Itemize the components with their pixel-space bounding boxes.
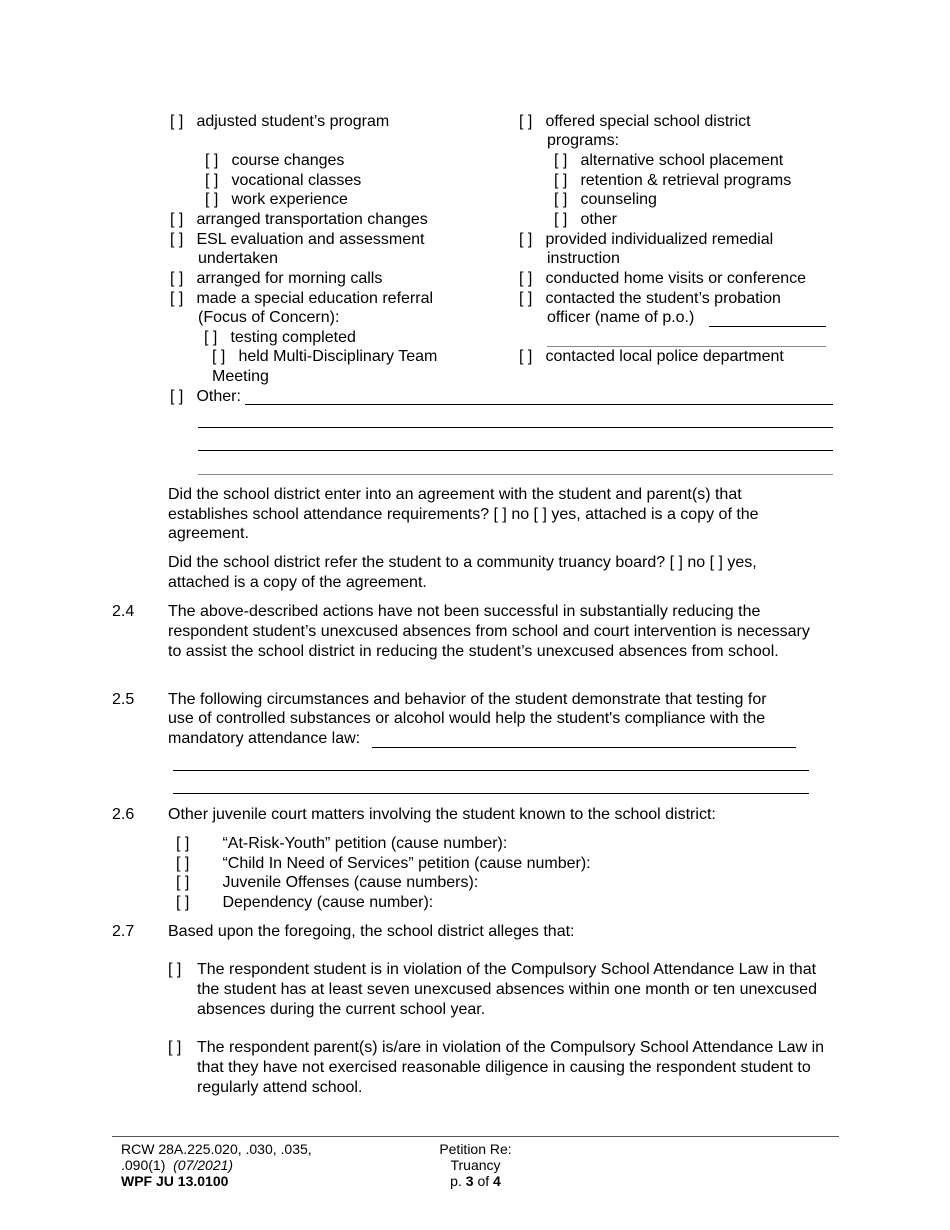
- checkbox[interactable]: [ ]: [176, 894, 190, 911]
- checkbox[interactable]: [ ]: [168, 1039, 182, 1056]
- morning-calls-item: [170, 269, 382, 289]
- circumstances-fill-line[interactable]: [372, 747, 796, 748]
- item-label: testing completed: [230, 329, 356, 346]
- counseling-item: [554, 190, 657, 210]
- checkbox[interactable]: [ ]: [205, 152, 219, 169]
- form-number: WPF JU 13.0100: [121, 1173, 229, 1189]
- work-experience-item: [205, 190, 348, 210]
- special-programs-item: [519, 112, 751, 132]
- checkbox[interactable]: [ ]: [170, 388, 184, 405]
- other-fill-line[interactable]: [198, 450, 833, 451]
- checkbox[interactable]: [ ]: [170, 270, 184, 287]
- checkbox[interactable]: [ ]: [205, 191, 219, 208]
- special-programs-item-cont: programs:: [547, 132, 620, 149]
- circumstances-fill-line[interactable]: [173, 793, 809, 794]
- item-label: Juvenile Offenses (cause numbers):: [222, 874, 479, 891]
- esl-item-cont: undertaken: [198, 250, 279, 267]
- other-fill-line[interactable]: [198, 474, 833, 475]
- rcw-section: .090(1): [121, 1157, 166, 1173]
- checkbox[interactable]: [ ]: [170, 290, 184, 307]
- program-other-item: [554, 210, 617, 230]
- revision-date: (07/2021): [173, 1157, 234, 1173]
- item-label: other: [580, 211, 617, 228]
- section-2-7-text: Based upon the foregoing, the school district alleges that:: [168, 923, 575, 940]
- court-matter-item: [176, 893, 433, 913]
- section-2-5-line: mandatory attendance law:: [168, 730, 361, 747]
- item-label: “Child In Need of Services” petition (cause number):: [222, 855, 591, 872]
- item-label: work experience: [231, 191, 348, 208]
- probation-officer-item: [519, 289, 781, 309]
- item-label: offered special school district: [545, 113, 751, 130]
- item-label: course changes: [231, 152, 345, 169]
- section-2-5-line: The following circumstances and behavior of the student demonstrate that testing for: [168, 691, 767, 708]
- esl-item: [170, 230, 424, 250]
- agreement-question-line: agreement.: [168, 525, 249, 542]
- item-label: Other:: [196, 388, 241, 405]
- remedial-instruction-item: [519, 230, 773, 250]
- checkbox[interactable]: [ ]: [176, 835, 190, 852]
- police-department-item: [519, 347, 784, 367]
- court-matter-item: [176, 873, 478, 893]
- item-label: alternative school placement: [580, 152, 784, 169]
- checkbox[interactable]: [ ]: [212, 348, 226, 365]
- remedial-instruction-item-cont: instruction: [547, 250, 620, 267]
- vocational-classes-item: [205, 171, 361, 191]
- agreement-question-line: Did the school district enter into an agreement with the student and parent(s) that: [168, 486, 742, 503]
- item-label: contacted the student’s probation: [545, 290, 781, 307]
- special-ed-item: [170, 289, 433, 309]
- item-label: provided individualized remedial: [545, 231, 774, 248]
- transportation-item: [170, 210, 428, 230]
- retention-item: [554, 171, 791, 191]
- checkbox[interactable]: [ ]: [205, 172, 219, 189]
- other-item: [170, 387, 241, 407]
- checkbox[interactable]: [ ]: [170, 113, 184, 130]
- checkbox[interactable]: [ ]: [554, 191, 568, 208]
- rcw-citation: RCW 28A.225.020, .030, .035,: [121, 1141, 312, 1157]
- footer-title-block: [413, 1141, 538, 1189]
- adjusted-program-item: [170, 112, 389, 132]
- allegation-text: The respondent parent(s) is/are in violation of the Compulsory School Attendance Law in that they have not exercised reasonable diligence in causing the respondent student to regularly attend school.: [197, 1039, 825, 1096]
- other-fill-line[interactable]: [245, 404, 833, 405]
- probation-officer-item-cont: officer (name of p.o.): [547, 309, 695, 326]
- item-label: ESL evaluation and assessment: [196, 231, 425, 248]
- page-prefix: p.: [450, 1173, 462, 1189]
- checkbox[interactable]: [ ]: [168, 961, 182, 978]
- section-number: 2.7: [112, 923, 135, 940]
- section-number: 2.5: [112, 691, 135, 708]
- checkbox[interactable]: [ ]: [519, 270, 533, 287]
- checkbox[interactable]: [ ]: [176, 874, 190, 891]
- page-of: of: [477, 1173, 490, 1189]
- item-label: adjusted student’s program: [196, 113, 390, 130]
- truancy-board-question-line: attached is a copy of the agreement.: [168, 574, 427, 591]
- item-label: “At-Risk-Youth” petition (cause number):: [222, 835, 508, 852]
- court-matter-item: [176, 854, 591, 874]
- item-label: made a special education referral: [196, 290, 434, 307]
- truancy-board-question-line: Did the school district refer the student to a community truancy board? [ ] no [ ] yes,: [168, 554, 757, 571]
- checkbox[interactable]: [ ]: [176, 855, 190, 872]
- checkbox[interactable]: [ ]: [554, 152, 568, 169]
- testing-completed-item: [204, 328, 356, 348]
- alternative-placement-item: [554, 151, 783, 171]
- checkbox[interactable]: [ ]: [204, 329, 218, 346]
- page-total: 4: [493, 1173, 501, 1189]
- item-label: arranged for morning calls: [196, 270, 383, 287]
- allegation-text: The respondent student is in violation of the Compulsory School Attendance Law in that the student has at least seven unexcused absences within one month or ten unexcused absences during the current school year.: [197, 961, 817, 1018]
- item-label: conducted home visits or conference: [545, 270, 807, 287]
- item-label: arranged transportation changes: [196, 211, 428, 228]
- checkbox[interactable]: [ ]: [554, 211, 568, 228]
- page-number: [413, 1173, 538, 1189]
- form-title: Petition Re: Truancy: [439, 1141, 512, 1173]
- allegation-parent: [168, 1038, 838, 1098]
- special-ed-item-cont: (Focus of Concern):: [198, 309, 340, 326]
- item-label: retention & retrieval programs: [580, 172, 792, 189]
- checkbox[interactable]: [ ]: [554, 172, 568, 189]
- court-matter-item: [176, 834, 507, 854]
- mdt-meeting-item: [212, 347, 437, 367]
- section-2-4-text: The above-described actions have not been successful in substantially reducing the respondent student’s unexcused absences from school and court intervention is necessary to assist the school district in reducing the student’s unexcused absences from school.: [168, 603, 810, 660]
- page-current: 3: [465, 1173, 474, 1189]
- checkbox[interactable]: [ ]: [170, 211, 184, 228]
- checkbox[interactable]: [ ]: [519, 290, 533, 307]
- other-fill-line[interactable]: [198, 427, 833, 428]
- item-label: counseling: [580, 191, 657, 208]
- section-2-5-line: use of controlled substances or alcohol would help the student's compliance with the: [168, 710, 766, 727]
- checkbox[interactable]: [ ]: [519, 113, 533, 130]
- probation-officer-name-line[interactable]: [709, 326, 826, 327]
- agreement-question-line: establishes school attendance requirements? [ ] no [ ] yes, attached is a copy of the: [168, 506, 759, 523]
- item-label: vocational classes: [231, 172, 362, 189]
- section-number: 2.6: [112, 806, 135, 823]
- home-visits-item: [519, 269, 806, 289]
- footer-rule: [112, 1136, 839, 1137]
- item-label: contacted local police department: [545, 348, 784, 365]
- section-number: 2.4: [112, 603, 135, 620]
- allegation-student: [168, 960, 838, 1020]
- checkbox[interactable]: [ ]: [519, 231, 533, 248]
- checkbox[interactable]: [ ]: [519, 348, 533, 365]
- item-label: held Multi-Disciplinary Team: [238, 348, 438, 365]
- section-2-6-text: Other juvenile court matters involving the student known to the school district:: [168, 806, 716, 823]
- rcw-citation-cont: [121, 1157, 312, 1173]
- mdt-meeting-item-cont: Meeting: [212, 368, 269, 385]
- circumstances-fill-line[interactable]: [173, 770, 809, 771]
- item-label: Dependency (cause number):: [222, 894, 434, 911]
- checkbox[interactable]: [ ]: [170, 231, 184, 248]
- footer-rcw: [121, 1141, 312, 1189]
- course-changes-item: [205, 151, 344, 171]
